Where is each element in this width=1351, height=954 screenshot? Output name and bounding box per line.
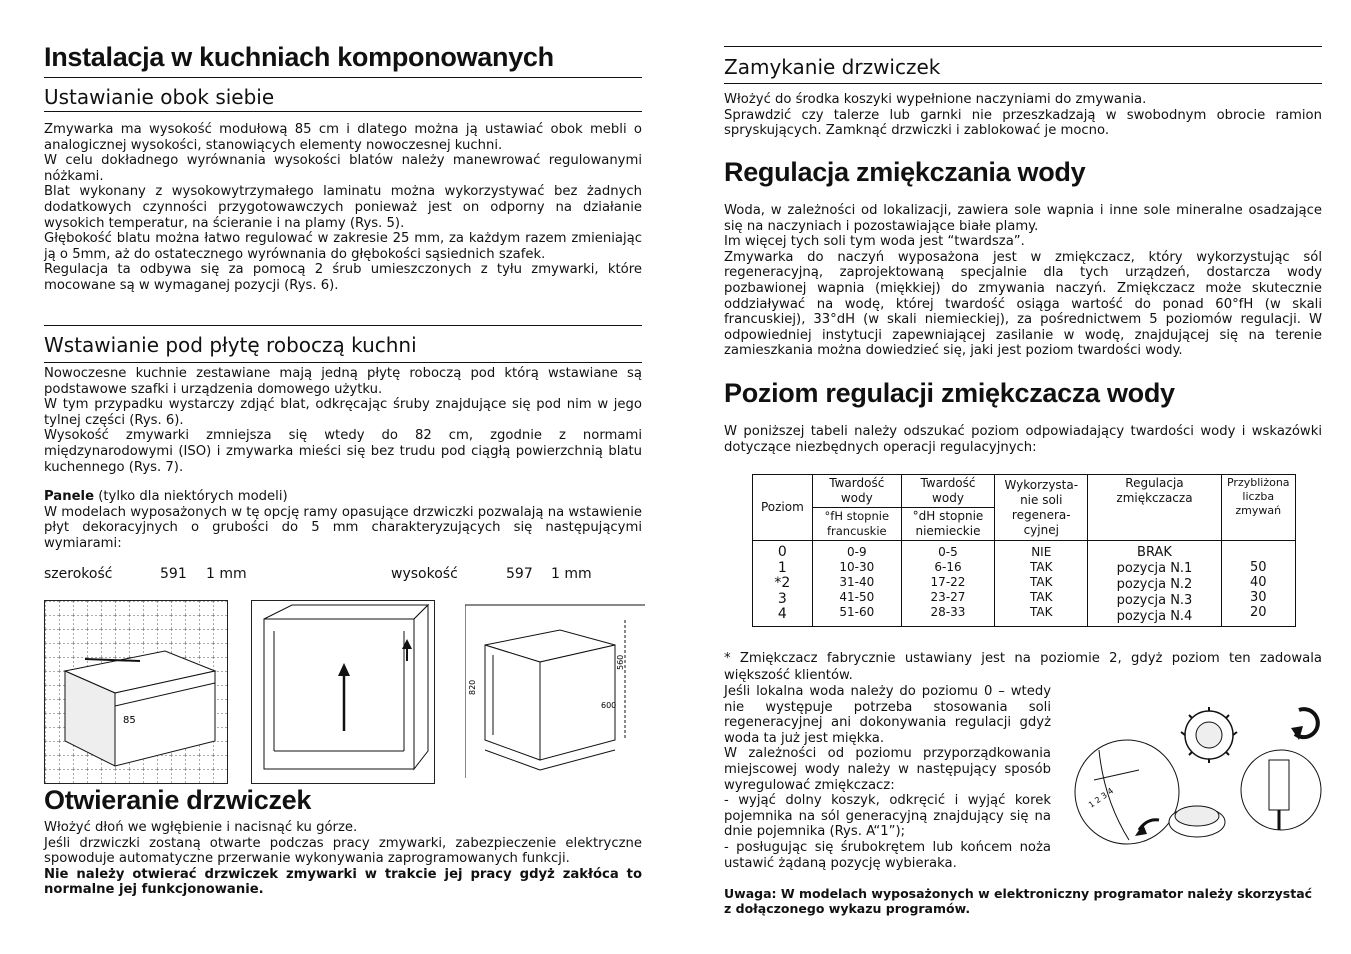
regulation-cell <box>1088 541 1221 627</box>
subheading-under-worktop: Wstawianie pod płytę roboczą kuchni <box>44 333 417 357</box>
warning-text: Nie należy otwierać drzwiczek zmywarki w trakcie jej pracy gdyż zakłóca to normalne jej funkcjonowanie. <box>44 866 642 898</box>
figure-salt-container <box>1069 700 1329 880</box>
door-opening-text <box>44 820 642 898</box>
paragraph: - posługując się śrubokrętem lub końcem noża ustawić żądaną pozycję wybieraka. <box>724 839 1051 871</box>
selector-scale-label: 1 2 3 4 <box>1086 786 1116 810</box>
dh-value: 28-33 <box>930 605 966 619</box>
dh-value: 23-27 <box>930 590 966 604</box>
header-fh: °fH stopnie francuskie <box>812 508 901 541</box>
levels-cell <box>753 541 813 627</box>
dh-value: 17-22 <box>930 575 966 589</box>
paragraph: Włożyć dłoń we wgłębienie i nacisnąć ku górze. <box>44 820 358 835</box>
divider <box>724 46 1322 47</box>
footnote: * Zmiękczacz fabrycznie ustawiany jest na poziomie 2, gdyż poziom ten zadowala większość klientów. <box>724 651 1322 683</box>
header-salt-use: Wykorzysta-nie soli regenera-cyjnej <box>995 475 1088 541</box>
dh-value: 0-5 <box>938 545 958 559</box>
side-by-side-text <box>44 122 642 294</box>
paragraph: Im więcej tych soli tym woda jest “twardsza”. <box>724 234 1025 250</box>
salt-value: TAK <box>1030 605 1053 619</box>
divider <box>44 77 642 78</box>
level-value: 3 <box>777 590 787 607</box>
paragraph: Jeśli lokalna woda należy do poziomu 0 – wtedy nie występuje potrzeba stosowania soli regeneracyjnej ani dokonywania regulacji gdyż woda ta już jest miękka. <box>724 684 1051 746</box>
paragraph: W celu dokładnego wyrównania wysokości blatów należy manewrować regulowanymi nóżkami. <box>44 153 642 184</box>
paragraph: W modelach wyposażonych w tę opcję ramy opasujące drzwiczki pozwalają na wstawienie płyt dekoracyjnych o grubości do 5 mm charakteryzujących się następującymi wymiarami: <box>44 504 642 551</box>
paragraph: Włożyć do środka koszyki wypełnione naczyniami do zmywania. <box>724 92 1147 107</box>
regulation-value: BRAK <box>1137 545 1172 560</box>
section-title-water-softening: Regulacja zmiękczania wody <box>724 157 1086 187</box>
salt-container-drawing <box>1069 700 1329 880</box>
fh-value: 0-9 <box>846 545 867 559</box>
divider <box>724 83 1322 84</box>
softener-level-intro <box>724 424 1322 455</box>
regulation-value: pozycja N.3 <box>1116 593 1193 608</box>
paragraph: Woda, w zależności od lokalizacji, zawiera sole wapnia i inne sole mineralne osadzające się na naczyniach i pozostawiające białe plamy. <box>724 203 1322 234</box>
door-closing-text <box>724 92 1322 139</box>
level-value: 1 <box>777 559 787 576</box>
width-value: 591 <box>160 566 187 582</box>
washes-value: 30 <box>1249 590 1267 605</box>
paragraph: Zmywarka do naczyń wyposażona jest w zmiękczacz, który wykorzystując sól regeneracyjną, zaprojektowaną specjalnie dla tych urządzeń, dostarcza wody pozbawionej wapnia (miękkiej) do zmywania naczyń. Zmiękczacz może skutecznie oddziaływać na wodę, której twardość osiąga wartość do ponad 60°fH (w skali francuskiej), 33°dH (w skali niemieckiej), za pośrednictwem 5 poziomów regulacji. W odpowiedniej instytucji zapewniającej zasilanie w wodę, znajdującej się na terenie zamieszkania można dowiedzieć się, jaki jest poziom twardości wody. <box>724 249 1322 359</box>
paragraph: W poniższej tabeli należy odszukać poziom odpowiadający twardości wody i wskazówki dotyczące niezbędnych operacji regulacyjnych: <box>724 424 1322 455</box>
paragraph: Nowoczesne kuchnie zestawiane mają jedną płytę roboczą pod którą wstawiane są podstawowe szafki i urządzenia domowego użytku. <box>44 366 642 397</box>
header-hardness-1: Twardość wody <box>812 475 901 508</box>
factory-setting-note <box>724 650 1322 684</box>
fh-value: 10-30 <box>839 560 875 574</box>
paragraph: Blat wykonany z wysokowytrzymałego laminatu można wykorzystywać bez żadnych dodatkowych czynności przygotowawczych ponieważ jest on odporny na działanie wysokich temperatur, na ścieranie i na plamy (Rys. 5). <box>44 184 642 231</box>
subheading-door-closing: Zamykanie drzwiczek <box>724 55 941 79</box>
regulation-value: pozycja N.1 <box>1116 561 1193 576</box>
dh-value: 6-16 <box>934 560 962 574</box>
washes-value: 20 <box>1249 605 1267 620</box>
header-washes: Przybliżona liczba zmywań <box>1221 475 1295 541</box>
level-value: 0 <box>777 544 787 560</box>
panele-label: Panele <box>44 489 95 505</box>
dh-cell <box>901 541 994 627</box>
paragraph: - wyjąć dolny koszyk, odkręcić i wyjąć korek pojemnika na sól generacyjną znajdujący się na dnie pojemnika (Rys. A“1”); <box>724 793 1051 840</box>
under-worktop-text <box>44 366 642 552</box>
fh-value: 51-60 <box>839 605 875 619</box>
paragraph: Zmywarka ma wysokość modułową 85 cm i dlatego można ją ustawiać obok mebli o analogicznej wysokości, stanowiących elementy nowoczesnej kuchni. <box>44 122 642 153</box>
level-value: *2 <box>774 575 791 591</box>
paragraph: Wysokość zmywarki zmniejsza się wtedy do 82 cm, zgodnie z normami międzynarodowymi (ISO) i zmywarka mieści się bez trudu pod ciągłą powierzchnią blatu kuchennego (Rys. 7). <box>44 428 642 475</box>
dim-label-600: 600 <box>601 701 617 710</box>
paragraph: Regulacja ta odbywa się za pomocą 2 śrub umieszczonych z tyłu zmywarki, które mocowane są w wymaganej pozycji (Rys. 6). <box>44 262 642 293</box>
divider <box>44 111 642 112</box>
note-text: Uwaga: W modelach wyposażonych w elektroniczny programator należy skorzystać z dołączonego wykazu programów. <box>724 886 1313 916</box>
rys5-drawing <box>45 601 227 783</box>
subheading-side-by-side: Ustawianie obok siebie <box>44 85 275 109</box>
washes-cell <box>1221 541 1295 627</box>
height-label: wysokość <box>391 566 458 582</box>
regulation-value: pozycja N.4 <box>1116 609 1193 624</box>
header-dh: °dH stopnie niemieckie <box>901 508 994 541</box>
salt-cell <box>995 541 1088 627</box>
figure-rys6 <box>251 600 435 784</box>
paragraph: Jeśli drzwiczki zostaną otwarte podczas pracy zmywarki, zabezpieczenie elektryczne spowoduje automatyczne przerwanie wykonywania zaprogramowanych funkcji. <box>44 835 642 867</box>
section-title-installation: Instalacja w kuchniach komponowanych <box>44 42 554 72</box>
figure-rys5 <box>44 600 228 784</box>
section-title-softener-level: Poziom regulacji zmiękczacza wody <box>724 378 1175 408</box>
table-body-row <box>753 541 1296 627</box>
fh-value: 31-40 <box>839 575 875 589</box>
paragraph: W tym przypadku wystarczy zdjąć blat, odkręcając śruby znajdujące się pod nim w jego tylnej części (Rys. 6). <box>44 397 642 428</box>
header-regulation: Regulacja zmiękczacza <box>1088 475 1221 541</box>
height-tolerance: 1 mm <box>551 566 592 582</box>
salt-value: TAK <box>1030 575 1053 589</box>
divider <box>44 325 642 326</box>
water-softening-text <box>724 203 1322 359</box>
dim-label-820: 820 <box>468 679 477 695</box>
paragraph: Głębokość blatu można łatwo regulować w zakresie 25 mm, za każdym razem zmieniając ją o 5mm, aż do ostatecznego wyrównania do głębokości sąsiednich szafek. <box>44 231 642 262</box>
electronic-programmer-note <box>724 886 1322 916</box>
width-tolerance: 1 mm <box>206 566 247 582</box>
paragraph: W zależności od poziomu przyporządkowania miejscowej wody należy w następujący sposób wyregulować zmiękczacz: <box>724 746 1051 793</box>
salt-value: TAK <box>1030 560 1053 574</box>
header-level: Poziom <box>753 475 813 541</box>
rys6-drawing <box>252 601 434 783</box>
rys7-drawing <box>465 600 645 782</box>
softener-table <box>752 474 1296 627</box>
figure-rys7 <box>465 600 645 782</box>
height-85-label: 85 <box>123 715 136 726</box>
height-value: 597 <box>506 566 533 582</box>
salt-value: TAK <box>1030 590 1053 604</box>
level-value: 4 <box>777 606 787 622</box>
width-label: szerokość <box>44 566 113 582</box>
section-title-door-opening: Otwieranie drzwiczek <box>44 785 312 815</box>
fh-cell <box>812 541 901 627</box>
washes-value: 40 <box>1249 575 1267 590</box>
regulation-value: pozycja N.2 <box>1116 577 1193 592</box>
paragraph: Sprawdzić czy talerze lub garnki nie przeszkadzają w swobodnym obrocie ramion spryskujących. Zamknąć drzwiczki i zablokować je mocno. <box>724 107 1322 139</box>
washes-value: 50 <box>1249 560 1267 575</box>
panele-note: (tylko dla niektórych modeli) <box>94 489 288 505</box>
dim-label-560: 560 <box>616 654 625 670</box>
panele-line <box>44 489 642 505</box>
adjustment-instructions <box>724 684 1051 871</box>
fh-value: 41-50 <box>839 590 875 604</box>
header-hardness-2: Twardość wody <box>901 475 994 508</box>
salt-value: NIE <box>1031 545 1052 559</box>
divider <box>44 362 642 363</box>
